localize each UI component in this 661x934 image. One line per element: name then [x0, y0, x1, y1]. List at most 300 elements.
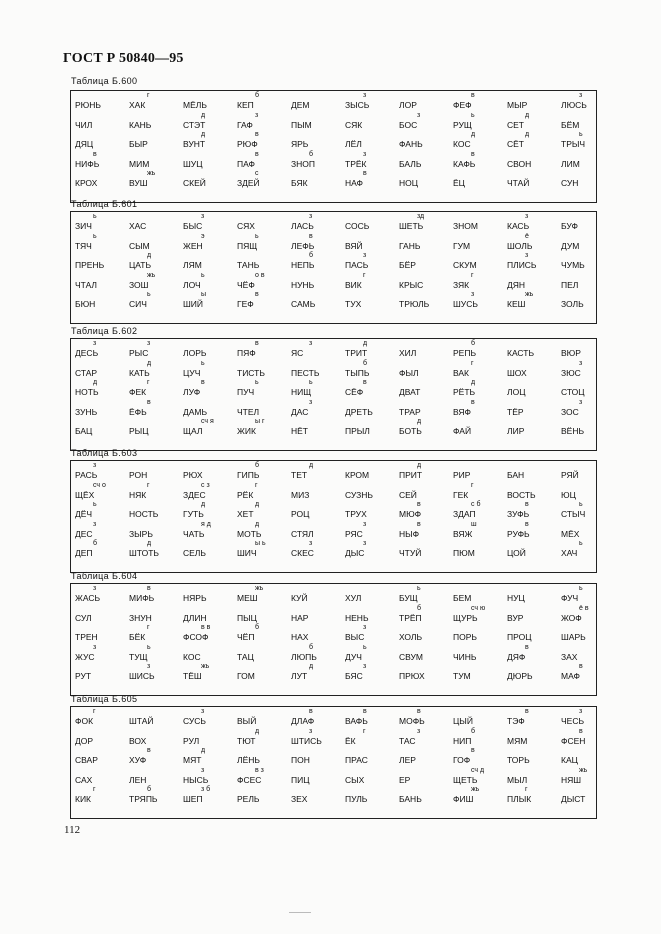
word-text: ЛЁЛ: [345, 139, 362, 150]
word-cell: [71, 426, 125, 436]
word-text: ТЮТ: [237, 735, 256, 746]
word-cell: [395, 213, 449, 231]
word-cell: [287, 632, 341, 642]
word-cell: [125, 529, 179, 539]
word-cell: [233, 766, 287, 785]
word-cell: [449, 221, 503, 231]
word-mark: жь: [147, 271, 156, 279]
word-mark: д: [93, 379, 98, 387]
word-text: ПУЛЬ: [345, 794, 368, 805]
word-text: МОТЬ: [237, 528, 262, 539]
word-text: ЩУРЬ: [453, 612, 478, 623]
word-text: ПИЦ: [291, 774, 310, 785]
word-cell: [233, 520, 287, 539]
word-cell: [71, 632, 125, 642]
word-cell: [287, 120, 341, 130]
word-text: СЯХ: [237, 221, 255, 231]
word-text: ТРУХ: [345, 509, 367, 520]
word-mark: з: [93, 585, 97, 592]
word-text: СУСЬ: [183, 716, 206, 726]
word-mark: ь: [579, 585, 583, 592]
word-cell: [287, 462, 341, 480]
word-text: КАТЬ: [129, 367, 150, 378]
word-text: ВУШ: [129, 178, 148, 189]
word-text: ФСЕС: [237, 774, 262, 785]
word-text: МИЗ: [291, 489, 310, 500]
word-cell: [233, 652, 287, 662]
word-cell: [125, 291, 179, 310]
word-text: КАФЬ: [453, 158, 476, 169]
word-text: ШУСЬ: [453, 299, 478, 310]
word-cell: [503, 490, 557, 500]
word-text: МОФЬ: [399, 716, 425, 726]
word-text: КЕП: [237, 100, 254, 110]
word-text: ЛЕН: [129, 774, 147, 785]
word-cell: [395, 159, 449, 169]
word-mark: сч о: [93, 481, 106, 489]
word-mark: сч ю: [471, 604, 486, 612]
word-mark: з: [147, 340, 151, 347]
word-cell: [341, 470, 395, 480]
word-text: РЮНЬ: [75, 100, 101, 110]
word-cell: [71, 671, 125, 681]
table-row: [71, 418, 596, 437]
word-mark: д: [201, 131, 206, 139]
word-text: ЛОЧ: [183, 279, 201, 290]
word-cell: [287, 490, 341, 500]
word-mark: г: [363, 727, 366, 735]
word-text: ЩАЛ: [183, 426, 203, 437]
word-cell: [395, 520, 449, 539]
word-text: САМЬ: [291, 299, 316, 310]
word-mark: в: [471, 150, 475, 158]
page-number: 112: [64, 824, 81, 836]
word-text: ПРОЦ: [507, 632, 532, 643]
word-cell: [71, 178, 125, 188]
word-text: ЗЫСЬ: [345, 100, 370, 110]
word-text: ТЁР: [507, 406, 524, 417]
word-cell: [395, 501, 449, 520]
word-text: БОС: [399, 119, 418, 130]
word-text: ТЫПЬ: [345, 367, 370, 378]
word-cell: [287, 368, 341, 378]
word-mark: д: [147, 252, 152, 260]
word-text: БАЦ: [75, 426, 93, 437]
word-cell: [125, 340, 179, 358]
word-cell: [395, 775, 449, 785]
word-text: ХАС: [129, 221, 147, 231]
word-text: СЕТ: [507, 119, 524, 130]
word-text: ПЫЦ: [237, 612, 257, 623]
word-text: ДЕСЬ: [75, 348, 99, 358]
word-cell: [179, 131, 233, 150]
word-cell: [71, 501, 125, 520]
word-text: НЯШ: [561, 774, 582, 785]
word-mark: д: [255, 501, 260, 509]
word-mark: жь: [147, 170, 156, 178]
word-cell: [557, 501, 611, 520]
word-cell: [503, 786, 557, 805]
word-mark: ь: [471, 111, 475, 119]
word-cell: [503, 643, 557, 662]
word-text: ЛАСЬ: [291, 221, 314, 231]
word-cell: [233, 368, 287, 378]
word-text: ЦАТЬ: [129, 260, 152, 271]
word-cell: [287, 139, 341, 149]
word-text: ЛЮПЬ: [291, 651, 317, 662]
word-cell: [449, 766, 503, 785]
word-text: СКУМ: [453, 260, 477, 271]
word-mark: з: [309, 340, 313, 347]
word-cell: [179, 520, 233, 539]
word-text: ЧТЕЛ: [237, 406, 260, 417]
word-cell: [395, 794, 449, 804]
word-text: СЯК: [345, 119, 363, 130]
word-mark: з: [201, 213, 205, 220]
word-cell: [395, 299, 449, 309]
word-mark: з: [363, 663, 367, 671]
word-mark: жь: [471, 786, 480, 794]
word-text: ПЛЫК: [507, 794, 532, 805]
word-mark: б: [471, 727, 476, 735]
word-mark: д: [255, 520, 260, 528]
word-cell: [503, 755, 557, 765]
word-cell: [179, 178, 233, 188]
word-cell: [395, 604, 449, 623]
word-text: НИП: [453, 735, 472, 746]
word-text: НУЦ: [507, 593, 525, 603]
word-text: РУФЬ: [507, 528, 530, 539]
word-text: СУЗНЬ: [345, 489, 373, 500]
word-cell: [233, 131, 287, 150]
word-table: [70, 706, 597, 819]
word-cell: [125, 139, 179, 149]
word-mark: с б: [471, 501, 481, 509]
word-cell: [395, 462, 449, 480]
word-cell: [287, 340, 341, 358]
word-cell: [179, 652, 233, 662]
word-cell: [179, 291, 233, 310]
word-cell: [557, 260, 611, 270]
word-mark: з: [309, 727, 313, 735]
word-cell: [179, 548, 233, 558]
word-text: БУЩ: [399, 593, 418, 603]
word-text: РЮФ: [237, 139, 258, 150]
word-text: ДЕС: [75, 528, 93, 539]
word-mark: б: [417, 604, 422, 612]
word-text: ДРЕТЬ: [345, 406, 373, 417]
word-mark: з: [579, 359, 583, 367]
word-cell: [503, 775, 557, 785]
word-cell: [449, 520, 503, 539]
word-text: ЗЫРЬ: [129, 528, 153, 539]
word-table: [70, 460, 597, 573]
word-mark: ы г: [255, 418, 265, 426]
word-cell: [395, 139, 449, 149]
word-text: КУЙ: [291, 593, 308, 603]
word-cell: [503, 111, 557, 130]
word-text: БУФ: [561, 221, 578, 231]
word-text: ПЫМ: [291, 119, 312, 130]
word-text: ВОСТЬ: [507, 489, 536, 500]
word-cell: [179, 159, 233, 169]
word-text: ЗДЕС: [183, 489, 206, 500]
word-cell: [557, 794, 611, 804]
word-text: КОС: [453, 139, 471, 150]
word-mark: з: [93, 340, 97, 347]
word-text: ХУЛ: [345, 593, 362, 603]
word-text: ШТОТЬ: [129, 548, 159, 559]
word-cell: [179, 407, 233, 417]
word-cell: [557, 299, 611, 309]
word-cell: [125, 252, 179, 271]
word-mark: б: [147, 786, 152, 794]
word-text: ЛОЦ: [507, 387, 526, 398]
word-cell: [341, 755, 395, 765]
word-cell: [395, 585, 449, 603]
word-cell: [341, 613, 395, 623]
word-cell: [503, 671, 557, 681]
word-cell: [557, 387, 611, 397]
word-text: СТОЦ: [561, 387, 585, 398]
word-text: ЧЁП: [237, 632, 255, 643]
word-mark: з: [579, 398, 583, 406]
word-cell: [449, 150, 503, 169]
word-text: КАСЬ: [507, 221, 530, 231]
word-text: ГАФ: [237, 119, 253, 130]
word-text: ТУХ: [345, 299, 362, 310]
word-mark: з: [93, 462, 97, 469]
word-cell: [233, 232, 287, 251]
word-text: КРЫС: [399, 279, 424, 290]
word-mark: д: [147, 540, 152, 548]
word-text: МЫЛ: [507, 774, 528, 785]
word-cell: [449, 426, 503, 436]
word-text: ПАФ: [237, 158, 255, 169]
word-text: ШТИСЬ: [291, 735, 322, 746]
word-cell: [341, 708, 395, 726]
word-cell: [503, 178, 557, 188]
word-mark: з: [363, 92, 367, 99]
word-mark: д: [525, 131, 530, 139]
word-cell: [179, 624, 233, 643]
word-text: ТРЕН: [75, 632, 98, 643]
word-text: ЖИК: [237, 426, 256, 437]
word-mark: в: [363, 708, 367, 715]
word-cell: [449, 470, 503, 480]
word-cell: [341, 775, 395, 785]
word-cell: [287, 663, 341, 682]
word-cell: [287, 613, 341, 623]
word-cell: [233, 794, 287, 804]
word-text: ЖАСЬ: [75, 593, 101, 603]
word-mark: сч д: [471, 766, 485, 774]
word-text: ТЁШ: [183, 671, 202, 682]
word-mark: в: [471, 92, 475, 99]
word-cell: [503, 131, 557, 150]
word-mark: в: [525, 643, 529, 651]
word-cell: [341, 340, 395, 358]
word-cell: [341, 426, 395, 436]
word-cell: [449, 111, 503, 130]
word-text: ЩЁХ: [75, 489, 95, 500]
word-cell: [395, 241, 449, 251]
word-mark: б: [363, 359, 368, 367]
table-row: [71, 111, 596, 130]
word-text: ЩЕТЬ: [453, 774, 478, 785]
word-text: СТАР: [75, 367, 98, 378]
word-text: ВЁНЬ: [561, 426, 585, 437]
word-text: СУЛ: [75, 612, 92, 623]
word-mark: ь: [579, 540, 583, 548]
word-text: ТАЦ: [237, 651, 254, 662]
word-text: КАЦ: [561, 755, 578, 766]
word-cell: [287, 426, 341, 436]
word-cell: [71, 150, 125, 169]
word-cell: [233, 613, 287, 623]
word-mark: з: [579, 708, 583, 715]
word-mark: в: [147, 747, 151, 755]
table-row: [71, 624, 596, 643]
word-cell: [71, 481, 125, 500]
word-cell: [449, 359, 503, 378]
word-mark: с: [255, 170, 259, 178]
word-mark: г: [147, 624, 150, 632]
word-mark: д: [417, 462, 422, 469]
word-text: ЛОР: [399, 100, 417, 110]
word-text: МИФЬ: [129, 593, 155, 603]
word-table: [70, 338, 597, 451]
word-cell: [341, 299, 395, 309]
word-cell: [71, 585, 125, 603]
word-mark: в: [255, 131, 259, 139]
word-cell: [125, 241, 179, 251]
word-text: ФЕФ: [453, 100, 472, 110]
table-caption: Таблица Б.605: [71, 694, 138, 704]
word-text: ДВАТ: [399, 387, 421, 398]
word-mark: о в: [255, 271, 265, 279]
word-mark: б: [255, 462, 260, 469]
word-cell: [179, 708, 233, 726]
word-cell: [557, 178, 611, 188]
word-mark: з: [579, 92, 583, 99]
word-text: СЕЛЬ: [183, 548, 206, 559]
word-text: ШИСЬ: [129, 671, 155, 682]
word-mark: в: [255, 340, 259, 347]
word-text: БЯС: [345, 671, 363, 682]
word-mark: ь: [147, 291, 151, 299]
word-text: ДАС: [291, 406, 309, 417]
word-text: ЗЯК: [453, 279, 470, 290]
word-text: ПОН: [291, 755, 310, 766]
word-cell: [179, 501, 233, 520]
word-text: ШУЦ: [183, 158, 203, 169]
word-text: ЗОЛЬ: [561, 299, 584, 310]
word-cell: [233, 170, 287, 189]
word-cell: [71, 775, 125, 785]
word-cell: [449, 671, 503, 681]
word-text: ЧИНЬ: [453, 651, 477, 662]
word-mark: д: [201, 747, 206, 755]
word-cell: [125, 359, 179, 378]
table-row: [71, 585, 596, 603]
word-cell: [287, 213, 341, 231]
word-cell: [125, 92, 179, 110]
word-cell: [287, 727, 341, 746]
word-cell: [125, 540, 179, 559]
word-text: ШЕТЬ: [399, 221, 424, 231]
word-cell: [341, 509, 395, 519]
word-cell: [71, 213, 125, 231]
word-text: СОСЬ: [345, 221, 370, 231]
word-cell: [341, 794, 395, 804]
word-cell: [503, 252, 557, 271]
word-cell: [395, 652, 449, 662]
word-mark: ь: [255, 379, 259, 387]
table-caption: Таблица Б.601: [71, 199, 138, 209]
word-text: МЁХ: [561, 528, 580, 539]
word-cell: [233, 540, 287, 559]
word-cell: [71, 755, 125, 765]
word-text: НИЩ: [291, 387, 312, 398]
word-cell: [179, 736, 233, 746]
word-table: [70, 583, 597, 696]
word-text: ВЫС: [345, 632, 365, 643]
word-cell: [179, 100, 233, 110]
word-cell: [71, 520, 125, 539]
word-text: ХИЛ: [399, 348, 417, 358]
word-cell: [341, 407, 395, 417]
word-cell: [71, 299, 125, 309]
word-mark: в: [471, 747, 475, 755]
word-text: РОН: [129, 470, 148, 480]
word-text: ТОРЬ: [507, 755, 530, 766]
word-text: ФАЙ: [453, 426, 472, 437]
word-text: ДЮРЬ: [507, 671, 533, 682]
word-cell: [449, 501, 503, 520]
word-cell: [233, 585, 287, 603]
word-cell: [179, 593, 233, 603]
word-cell: [449, 481, 503, 500]
table-row: [71, 150, 596, 169]
word-cell: [503, 708, 557, 726]
word-cell: [179, 359, 233, 378]
word-text: СУН: [561, 178, 579, 189]
word-mark: ь: [579, 501, 583, 509]
word-cell: [557, 708, 611, 726]
word-mark: в: [309, 232, 313, 240]
word-text: ХОЛЬ: [399, 632, 423, 643]
word-text: ПРИТ: [399, 470, 423, 480]
word-cell: [341, 643, 395, 662]
word-cell: [341, 593, 395, 603]
word-mark: з: [309, 398, 313, 406]
word-text: ПЕСТЬ: [291, 367, 320, 378]
word-mark: б: [255, 624, 260, 632]
word-text: СТЭТ: [183, 119, 206, 130]
word-text: ВУНТ: [183, 139, 206, 150]
word-text: ПРЫЛ: [345, 426, 370, 437]
word-mark: в: [579, 663, 583, 671]
word-cell: [233, 111, 287, 130]
word-cell: [449, 747, 503, 766]
word-mark: б: [309, 643, 314, 651]
word-mark: д: [201, 111, 206, 119]
word-text: БЮН: [75, 299, 96, 310]
word-text: НЕПЬ: [291, 260, 315, 271]
word-text: САХ: [75, 774, 93, 785]
word-text: МИМ: [129, 158, 150, 169]
